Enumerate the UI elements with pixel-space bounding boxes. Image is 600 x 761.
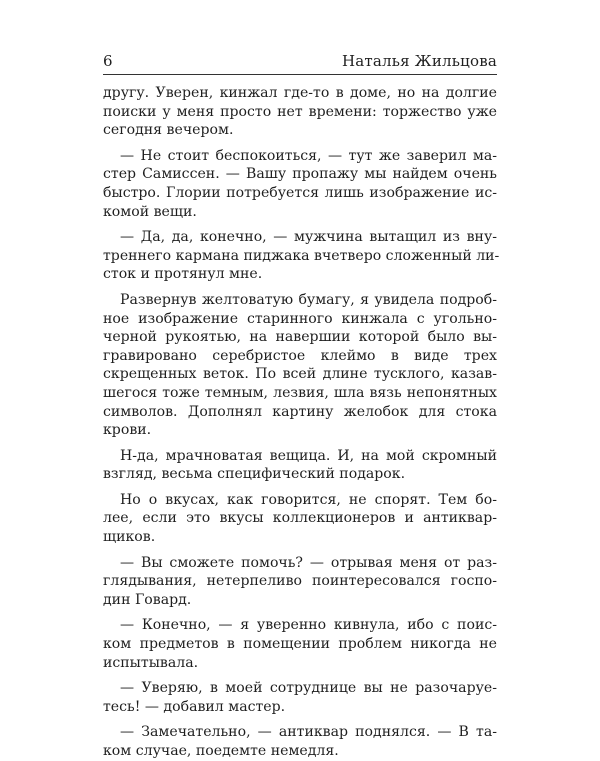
paragraph-gap	[103, 716, 497, 723]
text-line: ное изображение старинного кинжала с угольно-	[103, 310, 497, 327]
text-line: лее, если это вкусы коллекционеров и антиквар-	[103, 510, 497, 527]
text-line: треннего кармана пиджака вчетверо сложенный ли-	[103, 247, 500, 264]
text-line: скрещенных веток. По всей длине тусклого, казав-	[103, 366, 497, 383]
text-line: символов. Дополнял картину желобок для стока	[103, 403, 497, 420]
text-line: испытывала.	[103, 654, 199, 671]
text-line: Развернув желтоватую бумагу, я увидела подроб-	[120, 291, 497, 308]
paragraph	[103, 679, 497, 716]
text-line: — Вы сможете помочь? — отрывая меня от раз-	[120, 554, 497, 571]
text-line: черной рукоятью, на навершии которой было вы-	[103, 329, 497, 346]
text-line: тесь! — добавил мастер.	[103, 698, 286, 715]
text-line: дин Говард.	[103, 591, 192, 608]
author-name: Наталья Жильцова	[341, 52, 497, 70]
text-line: гравировано серебристое клеймо в виде трех	[103, 347, 497, 364]
text-line: — Замечательно, — антиквар поднялся. — В та-	[120, 724, 497, 741]
text-line: глядывания, нетерпеливо поинтересовался госпо-	[103, 573, 497, 590]
paragraph	[103, 147, 497, 221]
paragraph-gap	[103, 440, 497, 447]
text-line: сток и протянул мне.	[103, 266, 263, 283]
page-number: 6	[103, 52, 113, 70]
paragraph	[103, 447, 497, 484]
paragraph-gap	[103, 484, 497, 491]
paragraph	[103, 554, 497, 610]
text-line: щиков.	[103, 529, 156, 546]
paragraph-gap	[103, 221, 497, 228]
text-line: стер Самиссен. — Вашу пропажу мы найдем очень	[103, 166, 497, 183]
paragraph-gap	[103, 609, 497, 616]
text-line: быстро. Глории потребуется лишь изображение ис-	[103, 184, 497, 201]
running-header	[103, 48, 497, 75]
text-line: взгляд, весьма специфический подарок.	[103, 466, 406, 483]
text-line: — Уверяю, в моей сотруднице вы не разочаруе-	[120, 680, 497, 697]
paragraph	[103, 228, 500, 284]
text-line: поиски у меня просто нет времени: торжество уже	[103, 103, 497, 120]
text-line: комой вещи.	[103, 203, 197, 220]
text-line: Н-да, мрачноватая вещица. И, на мой скромный	[120, 447, 497, 464]
paragraph	[103, 491, 497, 547]
paragraph	[103, 723, 497, 760]
text-line: — Да, да, конечно, — мужчина вытащил из вну-	[120, 229, 497, 246]
paragraph-gap	[103, 672, 497, 679]
text-line: ком случае, поедемте немедля.	[103, 743, 339, 759]
paragraph	[103, 291, 497, 440]
text-line: Но о вкусах, как говорится, не спорят. Тем бо-	[120, 491, 497, 508]
paragraph-gap	[103, 140, 497, 147]
text-line: другу. Уверен, кинжал где-то в доме, но на долгие	[103, 85, 497, 101]
paragraph	[103, 84, 497, 140]
text-line: — Не стоит беспокоиться, — тут же заверил ма-	[120, 147, 497, 164]
paragraph-gap	[103, 547, 497, 554]
text-body	[103, 84, 500, 761]
paragraph-gap	[103, 284, 497, 291]
text-line: крови.	[103, 422, 152, 439]
text-line: шегося тоже темным, лезвия, шла вязь непонятных	[103, 384, 497, 401]
text-line: — Конечно, — я уверенно кивнула, ибо с поис-	[120, 617, 497, 634]
text-line: сегодня вечером.	[103, 122, 234, 139]
paragraph	[103, 616, 497, 672]
text-line: ком предметов в помещении проблем никогда не	[103, 636, 497, 653]
